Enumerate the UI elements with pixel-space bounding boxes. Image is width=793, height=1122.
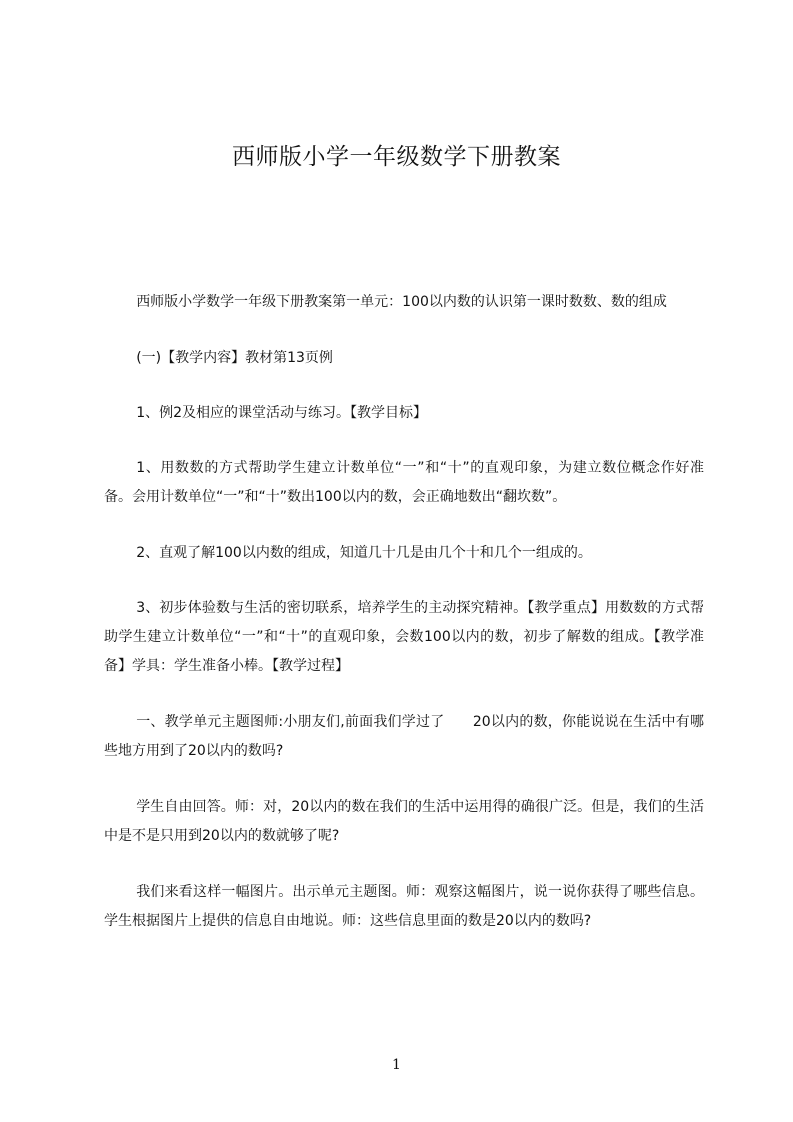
document-title: 西师版小学一年级数学下册教案 xyxy=(232,144,561,170)
paragraph-goal-1: 1、用数数的方式帮助学生建立计数单位“一”和“十”的直观印象，为建立数位概念作好准备。会用计数单位“一”和“十”数出100以内的数，会正确地数出“翻坎数”。 xyxy=(104,460,704,505)
paragraph-teaching-content: (一)【教学内容】教材第13页例 xyxy=(136,350,333,366)
paragraph-unit-intro: 西师版小学数学一年级下册教案第一单元：100以内数的认识第一课时数数、数的组成 xyxy=(136,294,667,310)
paragraph-example-activity: 1、例2及相应的课堂活动与练习。【教学目标】 xyxy=(136,405,428,421)
paragraph-theme-image: 我们来看这样一幅图片。出示单元主题图。师：观察这幅图片，说一说你获得了哪些信息。学生根据图片上提供的信息自由地说。师：这些信息里面的数是20以内的数吗? xyxy=(104,884,704,929)
page-number: 1 xyxy=(392,1057,401,1073)
paragraph-student-answer: 学生自由回答。师：对，20以内的数在我们的生活中运用得的确很广泛。但是，我们的生活中是不是只用到20以内的数就够了呢? xyxy=(104,799,704,844)
paragraph-goal-3: 3、初步体验数与生活的密切联系，培养学生的主动探究精神。【教学重点】用数数的方式帮助学生建立计数单位“一”和“十”的直观印象，会数100以内的数，初步了解数的组成。【教学准备】学具：学生准备小棒。【教学过程】 xyxy=(104,600,704,674)
paragraph-lesson-step-1: 一、教学单元主题图师:小朋友们,前面我们学过了 20以内的数，你能说说在生活中有哪些地方用到了20以内的数吗? xyxy=(104,714,704,759)
paragraph-goal-2: 2、直观了解100以内数的组成，知道几十几是由几个十和几个一组成的。 xyxy=(136,545,592,561)
document-body xyxy=(104,288,704,963)
